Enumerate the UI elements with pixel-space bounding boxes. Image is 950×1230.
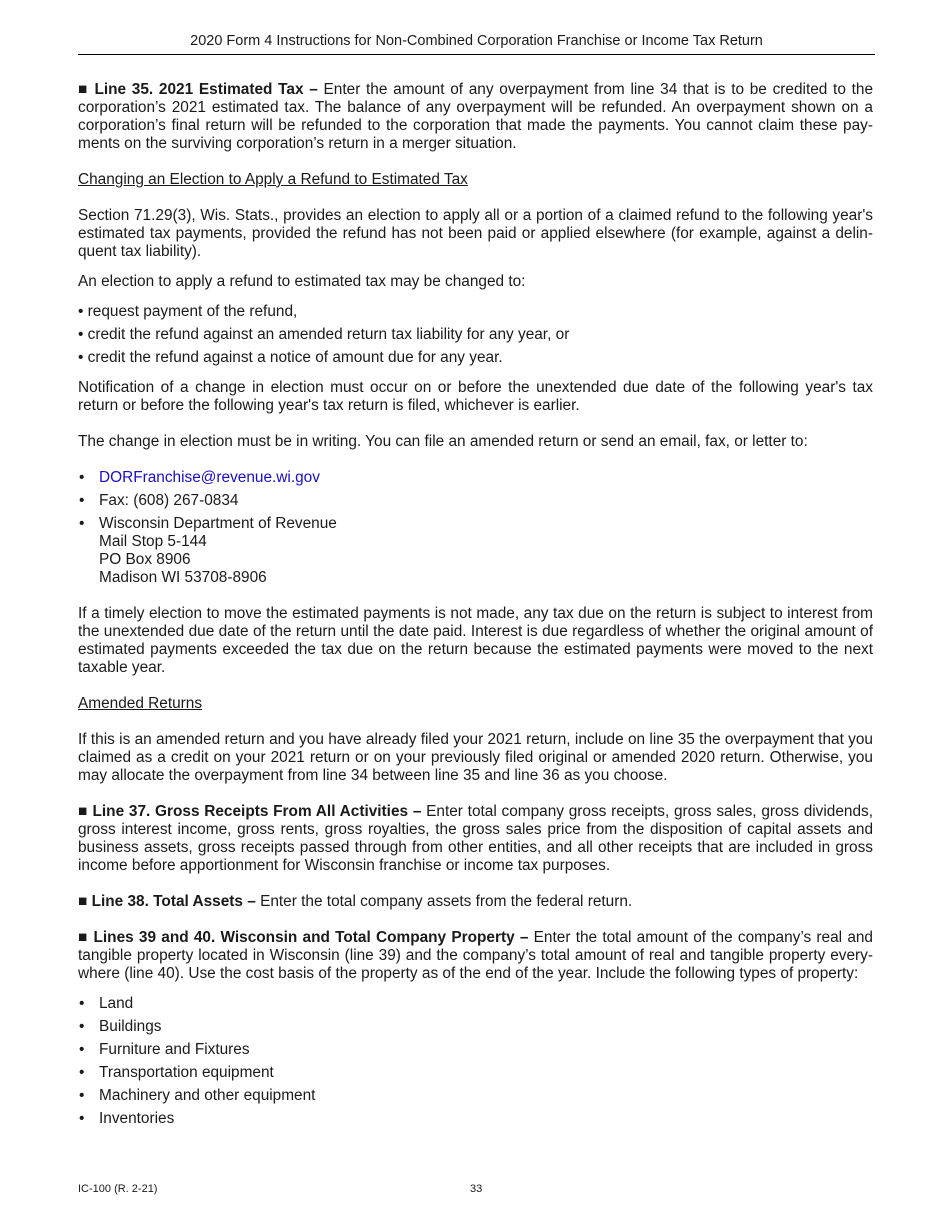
election-option: • credit the refund against a notice of amount due for any year. (78, 349, 503, 366)
address-line: PO Box 8906 (99, 551, 191, 568)
election-paragraph-1: Section 71.29(3), Wis. Stats., provides an election to apply all or a portion of a claimed refund to the following year's estimated tax payments, provided the refund has not been paid or applied elsewhere (for example, against a delin-quent tax liability). (78, 207, 873, 260)
email-link[interactable]: DORFranchise@revenue.wi.gov (99, 469, 320, 486)
list-item: • Machinery and other equipment (78, 1087, 873, 1105)
election-paragraph-2: An election to apply a refund to estimated tax may be changed to: (78, 273, 526, 290)
line-38-paragraph (78, 893, 873, 911)
lines-39-40-text: Enter the total amount of the company’s real and tangible property located in Wisconsin (line 39) and the company’s total amount of real and tangible property every-where (line 40). Use the cost basis of the property as of the end of the year. Include the following types of property: (78, 929, 873, 982)
list-item: • Inventories (78, 1110, 873, 1128)
changing-election-heading: Changing an Election to Apply a Refund to Estimated Tax (78, 171, 468, 188)
election-option: • credit the refund against an amended return tax liability for any year, or (78, 326, 570, 343)
election-paragraph-3: Notification of a change in election must occur on or before the unextended due date of the following year's tax return or before the following year's tax return is filed, whichever is earlier. (78, 379, 873, 414)
list-item: • Land (78, 995, 873, 1013)
election-options-list (78, 303, 873, 367)
page-header: 2020 Form 4 Instructions for Non-Combined Corporation Franchise or Income Tax Return (78, 33, 875, 55)
page-content (78, 81, 873, 1128)
contact-fax-item: • Fax: (608) 267-0834 (78, 492, 873, 510)
line-37-text: Enter total company gross receipts, gross sales, gross dividends, gross interest income, gross rents, gross royalties, the gross sales price from the disposition of capital assets and business assets, gross receipts passed through from other entities, and all other receipts that are included in gross income before apportionment for Wisconsin franchise or income tax purposes. (78, 803, 873, 874)
lines-39-40-paragraph (78, 929, 873, 983)
address-line: Mail Stop 5-144 (99, 533, 207, 550)
line-38-label: ■ Line 38. Total Assets – (78, 893, 256, 910)
line-35-text: Enter the amount of any overpayment from line 34 that is to be credited to the corporation’s 2021 estimated tax. The balance of any overpayment will be refunded. An overpayment shown on a corporation’s final return will be refunded to the corporation that made the payments. You cannot claim these pay-ments on the surviving corporation’s return in a merger situation. (78, 81, 874, 152)
contact-email-item (78, 469, 873, 487)
address-line: Madison WI 53708-8906 (99, 569, 267, 586)
election-paragraph-4: The change in election must be in writing. You can file an amended return or send an email, fax, or letter to: (78, 433, 808, 450)
property-types-list (78, 995, 873, 1128)
amended-returns-paragraph: If this is an amended return and you have already filed your 2021 return, include on line 35 the overpayment that you claimed as a credit on your 2021 return or on your previously filed original or amended 2020 return. Otherwise, you may allocate the overpayment from line 34 between line 35 and line 36 as you choose. (78, 731, 873, 784)
contact-list (78, 469, 873, 587)
election-option: • request payment of the refund, (78, 303, 298, 320)
list-item: • Buildings (78, 1018, 873, 1036)
page-number: 33 (470, 1183, 483, 1195)
form-id: IC-100 (R. 2-21) (78, 1183, 158, 1195)
election-paragraph-5: If a timely election to move the estimated payments is not made, any tax due on the return is subject to interest from the unextended due date of the return until the date paid. Interest is due regardless of whether the original amount of estimated payments exceeded the tax due on the return because the estimated payments were moved to the next taxable year. (78, 605, 873, 676)
address-line: • Wisconsin Department of Revenue (99, 515, 337, 532)
line-37-paragraph (78, 803, 873, 875)
line-37-label: ■ Line 37. Gross Receipts From All Activities – (78, 803, 422, 820)
lines-39-40-label: ■ Lines 39 and 40. Wisconsin and Total Company Property – (78, 929, 529, 946)
list-item: • Furniture and Fixtures (78, 1041, 873, 1059)
list-item: • Transportation equipment (78, 1064, 873, 1082)
line-35-paragraph (78, 81, 873, 153)
amended-returns-heading: Amended Returns (78, 695, 203, 712)
contact-address-item (78, 515, 873, 587)
line-38-text: Enter the total company assets from the federal return. (255, 893, 633, 910)
line-35-label: ■ Line 35. 2021 Estimated Tax – (78, 81, 318, 98)
